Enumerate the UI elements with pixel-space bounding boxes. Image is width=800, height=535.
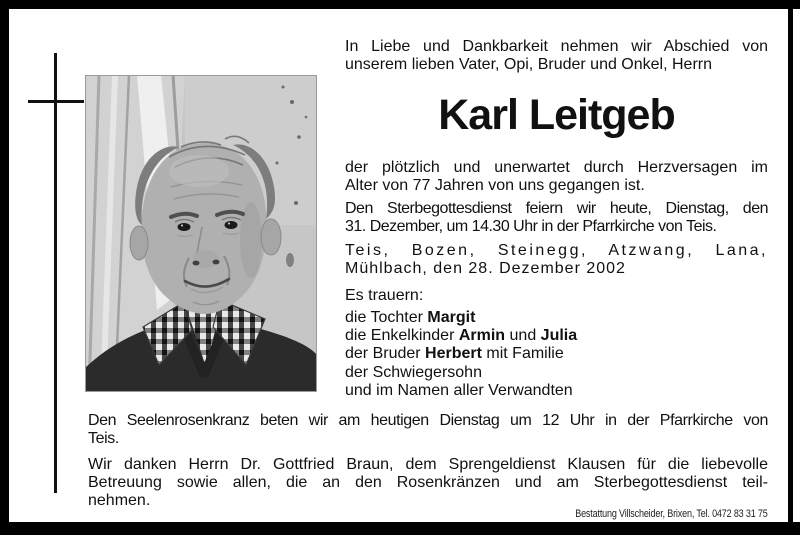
bottom-block: [88, 412, 768, 510]
text-line: Alter von 77 Jahren von uns gegangen ist.: [345, 176, 645, 194]
funeral-home-info: Bestattung Villscheider, Brixen, Tel. 0472 83 31 75: [575, 508, 768, 520]
mourning-heading: Es trauern:: [345, 287, 424, 304]
mourner-line: und im Namen aller Verwandten: [345, 381, 573, 399]
cross-icon: [54, 53, 57, 493]
text-line: Betreuung sowie allen, die an den Rosenkränzen und am Sterbegottesdienst teil-: [88, 474, 768, 491]
mourner-line: der Bruder Herbert mit Familie: [345, 345, 564, 363]
intro-text: [345, 38, 768, 73]
text-line: Mühlbach, den 28. Dezember 2002: [345, 259, 626, 277]
text-line: In Liebe und Dankbarkeit nehmen wir Abschied von: [345, 38, 768, 55]
places-date-text: [345, 242, 768, 277]
mourner-line: der Schwiegersohn: [345, 363, 482, 381]
service-text: [345, 200, 768, 235]
mourner-line: die Enkelkinder Armin und Julia: [345, 327, 578, 345]
thanks-text: [88, 456, 768, 510]
text-line: Teis.: [88, 430, 119, 447]
text-line: nehmen.: [88, 492, 151, 509]
cross-icon-bar: [28, 100, 84, 103]
deceased-name: Karl Leitgeb: [438, 91, 675, 139]
text-line: Teis, Bozen, Steinegg, Atzwang, Lana,: [345, 242, 768, 259]
portrait-illustration: [85, 75, 317, 392]
portrait-photo: [85, 75, 317, 392]
ear-right: [261, 219, 281, 255]
text-line: der plötzlich und unerwartet durch Herzversagen im: [345, 159, 768, 176]
ear-left: [130, 226, 148, 260]
rosary-text: [88, 412, 768, 448]
text-line: Den Seelenrosenkranz beten wir am heutigen Dienstag um 12 Uhr in der Pfarrkirche von: [88, 412, 768, 429]
page-edge-sliver: [793, 9, 800, 522]
mourners-list: [345, 309, 768, 400]
text-line: 31. Dezember, um 14.30 Uhr in der Pfarrkirche von Teis.: [345, 217, 717, 235]
mourner-line: die Tochter Margit: [345, 309, 476, 326]
mourners-section: [345, 287, 768, 400]
notice-column: [345, 38, 768, 400]
text-line: unserem lieben Vater, Opi, Bruder und Onkel, Herrn: [345, 55, 712, 73]
text-line: Wir danken Herrn Dr. Gottfried Braun, dem Sprengeldienst Klausen für die liebevolle: [88, 456, 768, 473]
death-text: [345, 159, 768, 194]
text-line: Den Sterbegottesdienst feiern wir heute, Dienstag, den: [345, 200, 768, 217]
